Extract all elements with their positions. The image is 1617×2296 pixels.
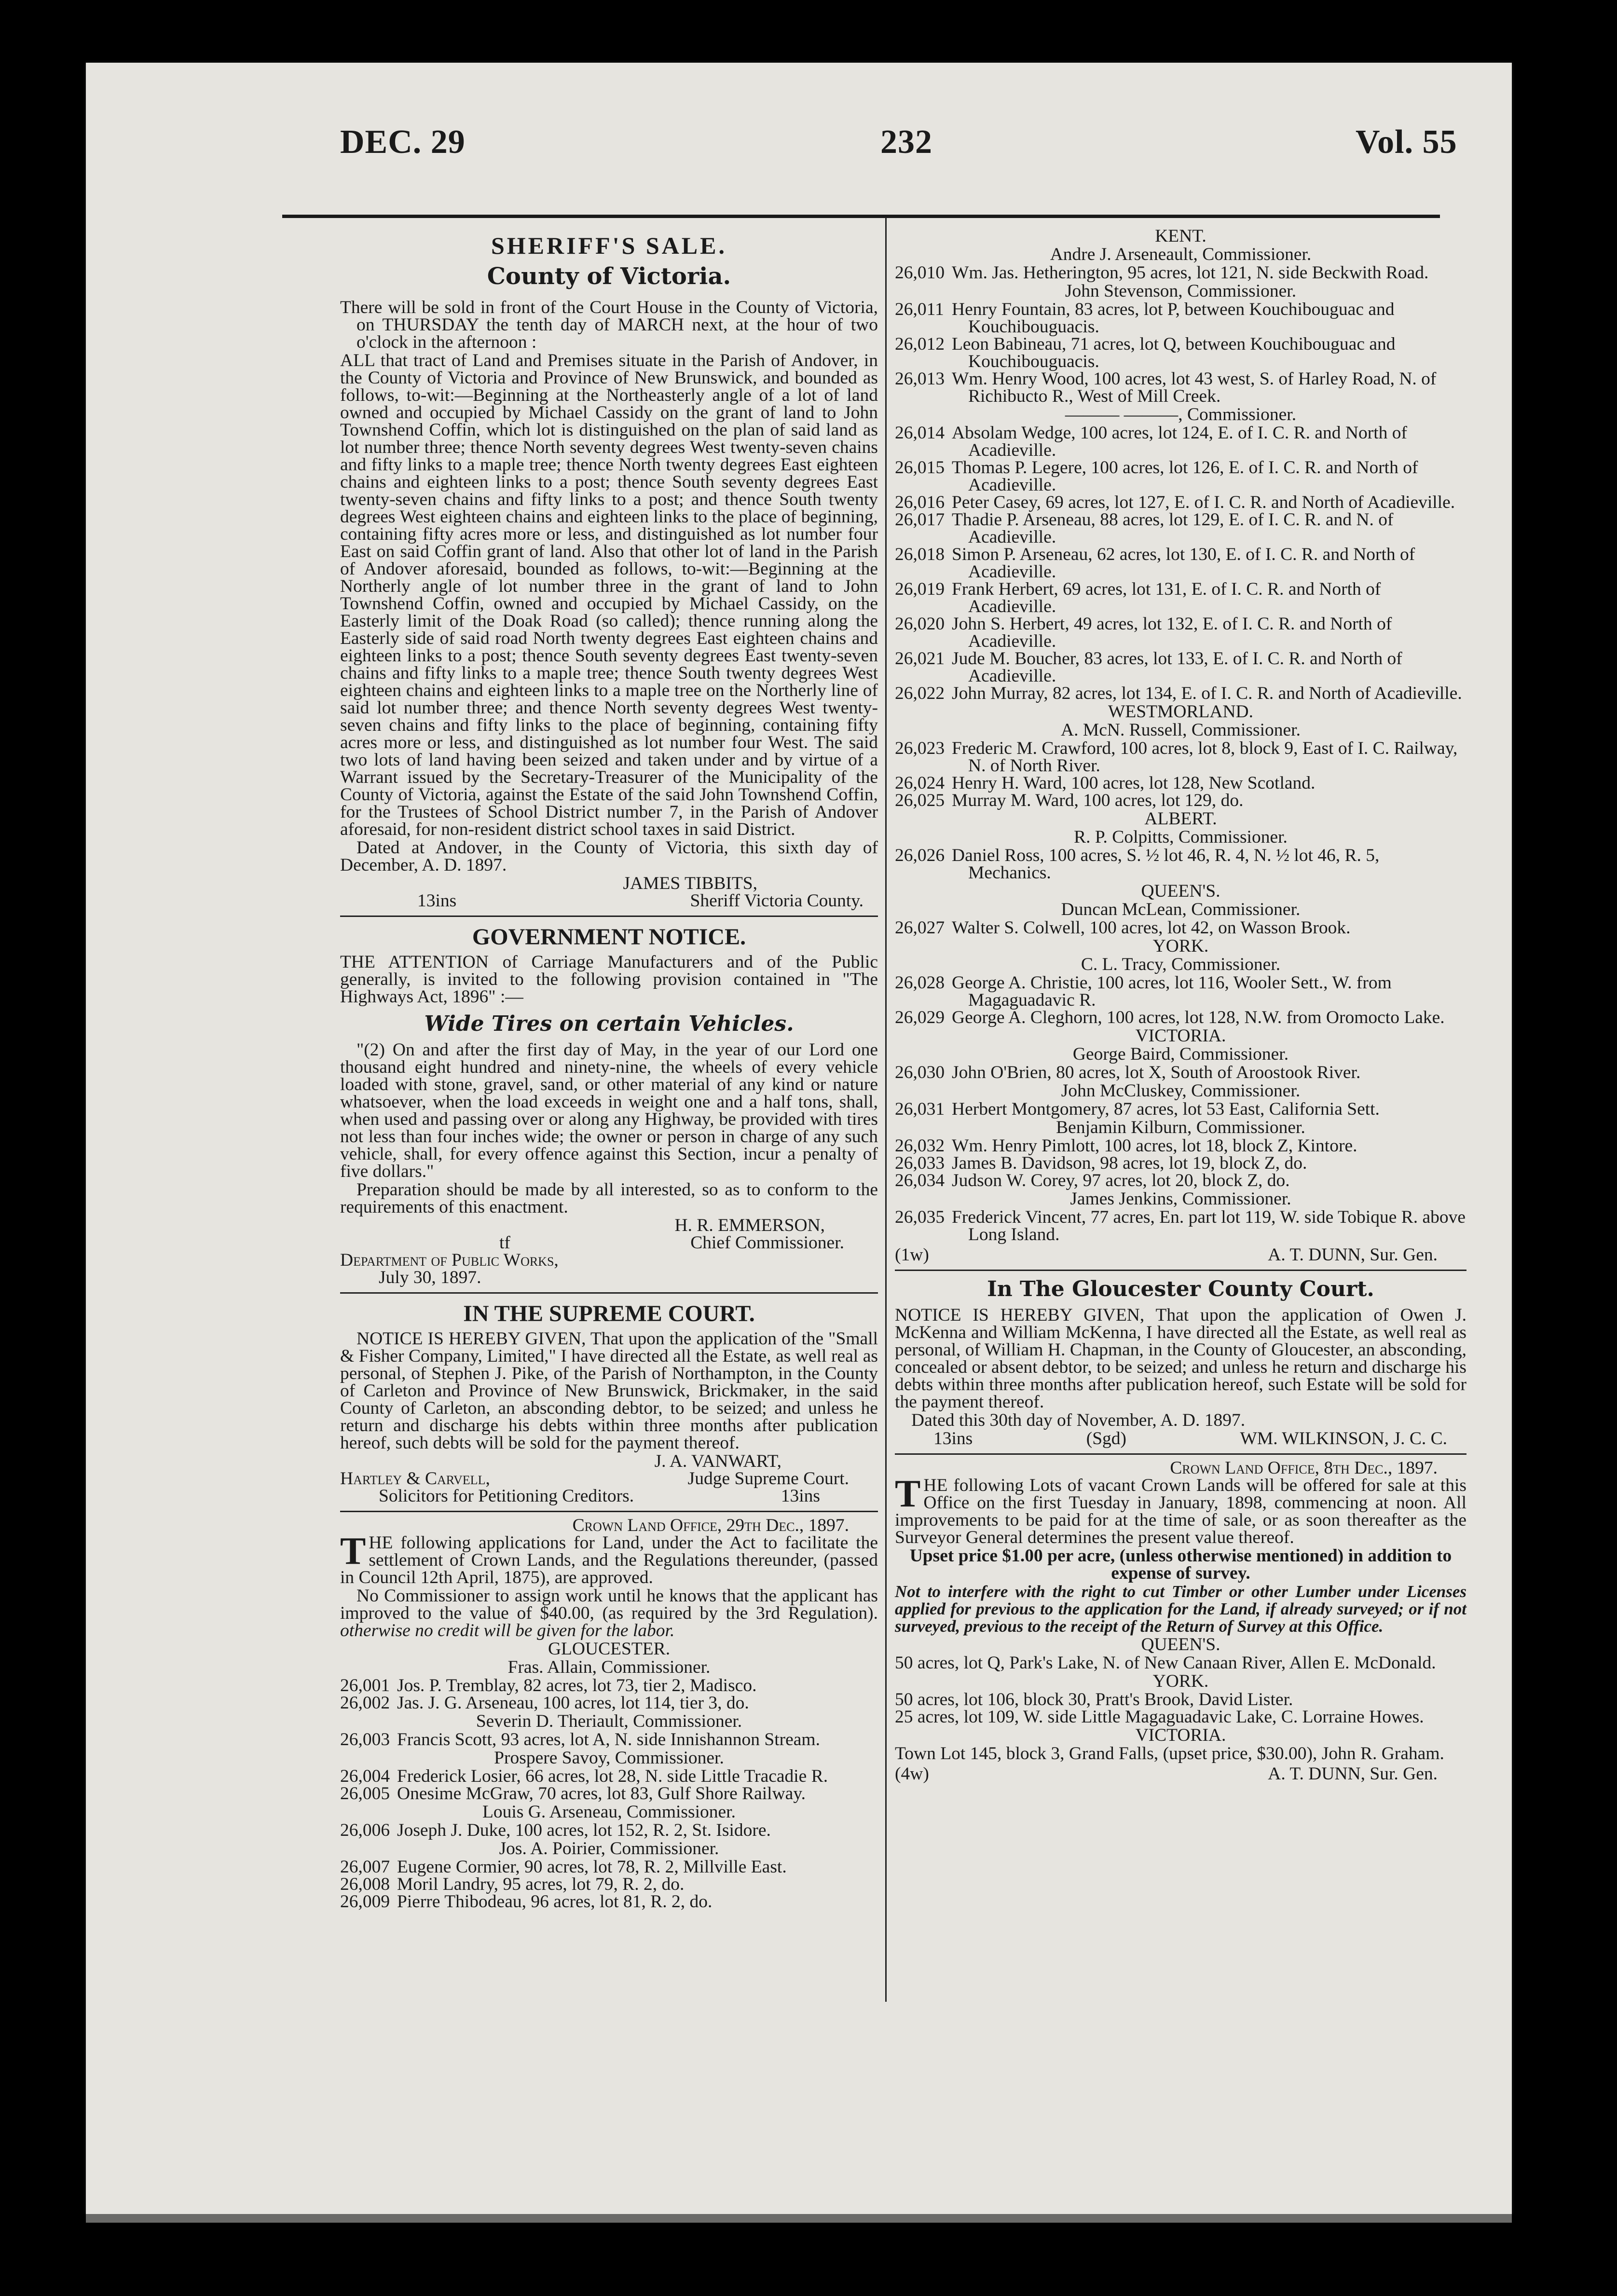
- application-text: Walter S. Colwell, 100 acres, lot 42, on Wasson Brook.: [952, 918, 1351, 938]
- gloucester-court-ins: 13ins: [933, 1429, 973, 1449]
- government-signer-title: Chief Commissioner.: [690, 1233, 844, 1253]
- commissioner-line: Duncan McLean, Commissioner.: [1061, 900, 1301, 919]
- section-rule: [340, 916, 878, 917]
- application-text: John Murray, 82 acres, lot 134, E. of I. C. R. and North of Acadieville.: [952, 683, 1462, 703]
- commissioner-line: C. L. Tracy, Commissioner.: [1081, 955, 1281, 974]
- commissioner-line: ——— ———, Commissioner.: [1065, 405, 1297, 424]
- commissioner-line: Jos. A. Poirier, Commissioner.: [499, 1839, 719, 1859]
- gloucester-court-sgd: (Sgd): [1086, 1429, 1127, 1449]
- section-rule: [895, 1453, 1466, 1455]
- application-entry: [895, 1137, 1466, 1155]
- application-entry: [340, 1859, 878, 1876]
- government-preparation: Preparation should be made by all interested, so as to conform to the requirements of this enactment.: [340, 1180, 878, 1217]
- commissioner-line: George Baird, Commissioner.: [1072, 1044, 1289, 1064]
- application-number: 26,012: [895, 334, 945, 354]
- lot-item: 50 acres, lot 106, block 30, Pratt's Brook, David Lister.: [895, 1690, 1293, 1709]
- supreme-court-signer: J. A. VANWART,: [654, 1451, 781, 1471]
- application-number: 26,018: [895, 545, 945, 564]
- application-number: 26,033: [895, 1153, 945, 1173]
- government-tf: tf: [499, 1233, 510, 1253]
- application-text: Francis Scott, 93 acres, lot A, N. side Innishannon Stream.: [397, 1730, 820, 1749]
- application-entry: [895, 1209, 1466, 1244]
- lot-item: 50 acres, lot Q, Park's Lake, N. of New Canaan River, Allen E. McDonald.: [895, 1653, 1436, 1673]
- application-text: Henry H. Ward, 100 acres, lot 128, New Scotland.: [952, 773, 1316, 793]
- application-text: George A. Christie, 100 acres, lot 116, Wooler Sett., W. from Magaguadavic R.: [952, 973, 1392, 1010]
- county-name: QUEEN'S.: [1141, 881, 1220, 901]
- application-entry: [895, 370, 1466, 405]
- crown-sale-signature: A. T. DUNN, Sur. Gen.: [1268, 1764, 1438, 1784]
- application-number: 26,029: [895, 1008, 945, 1027]
- application-entry: [895, 1009, 1466, 1026]
- application-entry: [895, 1064, 1466, 1081]
- application-entry: [340, 1677, 878, 1695]
- application-number: 26,030: [895, 1063, 945, 1082]
- application-text: Henry Fountain, 83 acres, lot P, between Kouchibouguac and Kouchibouguacis.: [952, 300, 1395, 337]
- header-volume: Vol. 55: [1356, 123, 1457, 161]
- application-text: Frank Herbert, 69 acres, lot 131, E. of I. C. R. and North of Acadieville.: [952, 579, 1381, 616]
- commissioner-line: Benjamin Kilburn, Commissioner.: [1056, 1118, 1305, 1137]
- application-text: John O'Brien, 80 acres, lot X, South of Aroostook River.: [952, 1063, 1361, 1082]
- supreme-court-heading: IN THE SUPREME COURT.: [463, 1301, 755, 1326]
- county-name: KENT.: [1155, 226, 1206, 246]
- application-number: 26,006: [340, 1820, 390, 1840]
- application-text: Joseph J. Duke, 100 acres, lot 152, R. 2, St. Isidore.: [397, 1820, 771, 1840]
- application-text: Thomas P. Legere, 100 acres, lot 126, E. of I. C. R. and North of Acadieville.: [952, 458, 1418, 495]
- commissioner-line: Louis G. Arseneau, Commissioner.: [482, 1802, 736, 1822]
- application-entry: [340, 1695, 878, 1712]
- application-entry: [895, 546, 1466, 581]
- county-name: VICTORIA.: [1135, 1725, 1226, 1745]
- crown-sale-office-date: Crown Land Office, 8th Dec., 1897.: [1170, 1458, 1438, 1478]
- wide-tires-heading: Wide Tires on certain Vehicles.: [424, 1011, 794, 1036]
- application-text: Wm. Henry Pimlott, 100 acres, lot 18, block Z, Kintore.: [952, 1136, 1357, 1156]
- application-number: 26,014: [895, 423, 945, 443]
- gloucester-court-body: NOTICE IS HEREBY GIVEN, That upon the application of Owen J. McKenna and William McKenna, I have directed all the Estate, as well real as personal, of William H. Chapman, in the County of Gloucester, an absconding, concealed or absent debtor, to be seized; and unless he return and discharge his debts within three months after publication hereof, such Estate will be sold for the payment thereof.: [895, 1305, 1466, 1412]
- application-number: 26,024: [895, 773, 945, 793]
- application-entry: [895, 974, 1466, 1009]
- application-entry: [895, 1155, 1466, 1172]
- gloucester-court-signer: WM. WILKINSON, J. C. C.: [1240, 1429, 1447, 1449]
- application-entry: [895, 336, 1466, 370]
- supreme-court-signer-title: Judge Supreme Court.: [687, 1469, 849, 1489]
- application-number: 26,003: [340, 1730, 390, 1749]
- application-number: 26,004: [340, 1766, 390, 1786]
- right-column: [895, 227, 1466, 1783]
- application-text: Murray M. Ward, 100 acres, lot 129, do.: [952, 791, 1244, 810]
- application-text: Judson W. Corey, 97 acres, lot 20, block Z, do.: [952, 1171, 1290, 1190]
- application-entry: [895, 685, 1466, 702]
- application-entry: [895, 511, 1466, 546]
- commissioner-line: A. McN. Russell, Commissioner.: [1061, 720, 1301, 740]
- application-number: 26,031: [895, 1099, 945, 1119]
- commissioner-line: R. P. Colpitts, Commissioner.: [1074, 827, 1288, 847]
- application-number: 26,020: [895, 614, 945, 634]
- crown-sale-upset-price: Upset price $1.00 per acre, (unless otherwise mentioned) in addition to expense of survey.: [909, 1546, 1452, 1583]
- application-text: Eugene Cormier, 90 acres, lot 78, R. 2, Millville East.: [397, 1857, 787, 1877]
- application-text: George A. Cleghorn, 100 acres, lot 128, N.W. from Oromocto Lake.: [952, 1008, 1445, 1027]
- commissioner-line: Fras. Allain, Commissioner.: [507, 1657, 711, 1677]
- lot-item: Town Lot 145, block 3, Grand Falls, (upset price, $30.00), John R. Graham.: [895, 1744, 1444, 1763]
- application-number: 26,028: [895, 973, 945, 993]
- application-number: 26,022: [895, 683, 945, 703]
- sheriff-sale-heading: SHERIFF'S SALE.: [491, 232, 727, 259]
- application-text: Frederick Losier, 66 acres, lot 28, N. side Little Tracadie R.: [397, 1766, 828, 1786]
- application-entry: [895, 424, 1466, 459]
- header-page-number: 232: [880, 123, 932, 161]
- county-name: VICTORIA.: [1135, 1026, 1226, 1046]
- application-text: James B. Davidson, 98 acres, lot 19, block Z, do.: [952, 1153, 1307, 1173]
- application-text: Pierre Thibodeau, 96 acres, lot 81, R. 2, do.: [397, 1892, 713, 1912]
- government-intro: THE ATTENTION of Carriage Manufacturers and of the Public generally, is invited to the following provision contained in "The Highways Act, 1896" :—: [340, 952, 878, 1007]
- application-number: 26,035: [895, 1207, 945, 1227]
- application-number: 26,002: [340, 1693, 390, 1713]
- header-date: DEC. 29: [340, 123, 466, 161]
- application-number: 26,017: [895, 510, 945, 530]
- application-entry: [895, 615, 1466, 650]
- sheriff-body: ALL that tract of Land and Premises situate in the Parish of Andover, in the County of Victoria and Province of New Brunswick, and bounded as follows, to-wit:—Beginning at the Northeasterly angle of a lot of land owned and occupied by Michael Cassidy on the grant of land to John Townshend Coffin, which lot is distinguished on the plan of said land as lot number three; thence North seventy degrees West twenty-seven chains and fifty links to a maple tree; thence North twenty degrees East eighteen chains and eighteen links to a post; thence South seventy degrees East twenty-seven chains and fifty links to a post; and thence South twenty degrees West eighteen chains and eighteen links to the place of beginning, containing fifty acres more or less, and distinguished as lot number four East on said Coffin grant of land. Also that other lot of land in the Parish of Andover aforesaid, bounded as follows, to-wit:—Beginning at the Northerly angle of lot number three in the grant of land to John Townshend Coffin, owned and occupied by Michael Cassidy, on the Easterly limit of the Doak Road (so called); thence running along the Easterly side of said road North twenty degrees East eighteen chains and eighteen links to a post; thence South seventy degrees East twenty-seven chains and fifty links to a maple tree; thence South twenty degrees West eighteen chains and eighteen links to a maple tree on the Northerly line of said lot number three; and thence North seventy degrees West twenty-seven chains and fifty links to the place of beginning, containing fifty acres more or less, and distinguished as lot number four West. The said two lots of land having been seized and taken under and by virtue of a Warrant issued by the Secretary-Treasurer of the Municipality of the County of Victoria, against the Estate of the said John Townshend Coffin, for the Trustees of School District number 7, in the Parish of Andover aforesaid, for non-resident district school taxes in said District.: [340, 351, 878, 839]
- application-entry: [340, 1731, 878, 1749]
- commissioner-line: Andre J. Arseneault, Commissioner.: [1050, 245, 1312, 264]
- sheriff-title: Sheriff Victoria County.: [690, 891, 863, 911]
- county-name: WESTMORLAND.: [1108, 702, 1254, 722]
- application-entry: [895, 847, 1466, 882]
- sheriff-dated: Dated at Andover, in the County of Victoria, this sixth day of December, A. D. 1897.: [340, 838, 878, 875]
- commissioner-line: John McCluskey, Commissioner.: [1061, 1081, 1301, 1101]
- application-number: 26,032: [895, 1136, 945, 1156]
- application-text: Frederic M. Crawford, 100 acres, lot 8, block 9, East of I. C. Railway, N. of North River.: [952, 738, 1458, 776]
- application-text: Thadie P. Arseneau, 88 acres, lot 129, E. of I. C. R. and N. of Acadieville.: [952, 510, 1394, 547]
- application-entry: [340, 1768, 878, 1785]
- gloucester-applications: [340, 1659, 878, 1911]
- sheriff-signer: JAMES TIBBITS,: [623, 874, 757, 893]
- lot-item: 25 acres, lot 109, W. side Little Magaguadavic Lake, C. Lorraine Howes.: [895, 1707, 1424, 1727]
- application-entry: [340, 1785, 878, 1803]
- commissioner-line: Prospere Savoy, Commissioner.: [494, 1748, 724, 1768]
- county-gloucester: GLOUCESTER.: [548, 1639, 671, 1659]
- application-entry: [895, 919, 1466, 937]
- supreme-court-ins: 13ins: [781, 1486, 820, 1506]
- application-text: Wm. Jas. Hetherington, 95 acres, lot 121, N. side Beckwith Road.: [952, 263, 1429, 283]
- application-entry: [895, 650, 1466, 685]
- application-entry: [895, 264, 1466, 282]
- county-name: QUEEN'S.: [1141, 1635, 1220, 1654]
- government-department: Department of Public Works,: [340, 1250, 559, 1270]
- left-column: [340, 227, 878, 1911]
- application-text: Jude M. Boucher, 83 acres, lot 133, E. of I. C. R. and North of Acadieville.: [952, 649, 1402, 686]
- scan-edge: [86, 2214, 1512, 2223]
- application-entry: [340, 1893, 878, 1911]
- application-number: 26,015: [895, 458, 945, 478]
- government-notice-heading: GOVERNMENT NOTICE.: [472, 924, 746, 950]
- crown-sale-note: Not to interfere with the right to cut Timber or other Lumber under Licenses applied for previous to the application for the Land, if already surveyed; or if not surveyed, previous to the receipt of the Return of Survey at this Office.: [895, 1582, 1466, 1636]
- application-text: Frederick Vincent, 77 acres, En. part lot 119, W. side Tobique R. above Long Island.: [952, 1207, 1466, 1244]
- crown-office-date: Crown Land Office, 29th Dec., 1897.: [572, 1516, 849, 1535]
- application-number: 26,025: [895, 791, 945, 810]
- sheriff-signature: [340, 875, 878, 892]
- application-entry: [895, 740, 1466, 775]
- government-signer: H. R. EMMERSON,: [674, 1216, 825, 1235]
- crown-sale-lots: [895, 1636, 1466, 1763]
- application-entry: [895, 301, 1466, 336]
- sheriff-ins: 13ins: [417, 891, 457, 911]
- section-rule: [340, 1292, 878, 1294]
- commissioner-line: James Jenkins, Commissioner.: [1070, 1189, 1291, 1209]
- application-number: 26,005: [340, 1784, 390, 1804]
- applications-insertion: (1w): [895, 1245, 929, 1265]
- application-entry: [895, 494, 1466, 511]
- application-text: Jos. P. Tremblay, 82 acres, lot 73, tier 2, Madisco.: [397, 1676, 757, 1695]
- application-text: Simon P. Arseneau, 62 acres, lot 130, E. of I. C. R. and North of Acadieville.: [952, 545, 1415, 582]
- application-text: Herbert Montgomery, 87 acres, lot 53 East, California Sett.: [952, 1099, 1380, 1119]
- application-number: 26,026: [895, 846, 945, 865]
- section-rule: [340, 1511, 878, 1512]
- sheriff-intro: There will be sold in front of the Court House in the County of Victoria, on THURSDAY the tenth day of MARCH next, at the hour of two o'clock in the afternoon :: [340, 298, 878, 352]
- crown-applications-continued: [895, 228, 1466, 1244]
- application-entry: [895, 581, 1466, 615]
- section-rule: [895, 1270, 1466, 1271]
- header-rule: [282, 215, 1440, 218]
- government-quote: "(2) On and after the first day of May, in the year of our Lord one thousand eight hundred and ninety-nine, the wheels of every vehicle loaded with stone, gravel, sand, or other material of any kind or nature whatsoever, when the load exceeds in weight one and a half tons, shall, when used and passing over or along any Highway, be provided with tires not less than four inches wide; the owner or person in charge of any such vehicle, shall, for every offence against this Section, incur a penalty of five dollars.": [340, 1040, 878, 1181]
- crown-sale-body: THE following Lots of vacant Crown Lands will be offered for sale at this Office on the first Tuesday in January, 1898, commencing at noon. All improvements to be paid for at the time of sale, or as soon thereafter as the Surveyor General determines the present value thereof.: [895, 1473, 1466, 1547]
- gloucester-court-dated: Dated this 30th day of November, A. D. 1897.: [911, 1410, 1246, 1430]
- application-number: 26,019: [895, 579, 945, 599]
- application-text: Jas. J. G. Arseneau, 100 acres, lot 114, tier 3, do.: [397, 1693, 749, 1713]
- government-date: July 30, 1897.: [379, 1268, 481, 1287]
- supreme-court-firm: Hartley & Carvell,: [340, 1469, 490, 1489]
- application-number: 26,016: [895, 492, 945, 512]
- application-number: 26,008: [340, 1874, 390, 1894]
- application-text: Wm. Henry Wood, 100 acres, lot 43 west, S. of Harley Road, N. of Richibucto R., West of Mill Creek.: [952, 369, 1437, 406]
- commissioner-line: Severin D. Theriault, Commissioner.: [476, 1711, 742, 1731]
- application-number: 26,027: [895, 918, 945, 938]
- application-number: 26,034: [895, 1171, 945, 1190]
- application-entry: [340, 1876, 878, 1893]
- surveyor-general-signature: A. T. DUNN, Sur. Gen.: [1268, 1245, 1438, 1265]
- application-text: Absolam Wedge, 100 acres, lot 124, E. of I. C. R. and North of Acadieville.: [952, 423, 1408, 460]
- supreme-court-body: NOTICE IS HEREBY GIVEN, That upon the application of the "Small & Fisher Company, Limited," I have directed all the Estate, as well real as personal, of Stephen J. Pike, of the Parish of Northampton, in the County of Carleton and Province of New Brunswick, Brickmaker, in the said County of Carleton, an absconding debtor, to be seized; and unless he return and discharge his debts within three months after publication hereof, such debts will be sold for the payment thereof.: [340, 1329, 878, 1453]
- application-entry: [895, 459, 1466, 494]
- application-number: 26,011: [895, 300, 944, 319]
- application-number: 26,010: [895, 263, 945, 283]
- application-number: 26,001: [340, 1676, 390, 1695]
- application-text: Leon Babineau, 71 acres, lot Q, between Kouchibouguac and Kouchibouguacis.: [952, 334, 1396, 371]
- application-entry: [340, 1822, 878, 1839]
- crown-sale-insertion: (4w): [895, 1764, 929, 1784]
- application-entry: [895, 1172, 1466, 1189]
- application-text: Peter Casey, 69 acres, lot 127, E. of I. C. R. and North of Acadieville.: [952, 492, 1455, 512]
- application-text: Moril Landry, 95 acres, lot 79, R. 2, do.: [397, 1874, 685, 1894]
- application-number: 26,023: [895, 738, 945, 758]
- column-divider: [885, 217, 887, 2002]
- gloucester-court-heading: In The Gloucester County Court.: [987, 1277, 1374, 1301]
- county-name: YORK.: [1152, 936, 1209, 956]
- county-name: ALBERT.: [1144, 809, 1217, 829]
- application-text: Daniel Ross, 100 acres, S. ½ lot 46, R. 4, N. ½ lot 46, R. 5, Mechanics.: [952, 846, 1380, 883]
- crown-note: No Commissioner to assign work until he knows that the applicant has improved to the value of $40.00, (as required by the 3rd Regulation). otherwise no credit will be given for the labor.: [340, 1586, 878, 1640]
- application-number: 26,021: [895, 649, 945, 669]
- commissioner-line: John Stevenson, Commissioner.: [1065, 281, 1297, 301]
- application-number: 26,009: [340, 1892, 390, 1912]
- application-number: 26,007: [340, 1857, 390, 1877]
- application-entry: [895, 775, 1466, 792]
- application-text: Onesime McGraw, 70 acres, lot 83, Gulf Shore Railway.: [397, 1784, 806, 1804]
- county-name: YORK.: [1152, 1671, 1209, 1691]
- application-entry: [895, 792, 1466, 809]
- supreme-court-solicitors: Solicitors for Petitioning Creditors.: [379, 1486, 634, 1506]
- county-heading: County of Victoria.: [487, 263, 731, 290]
- application-number: 26,013: [895, 369, 945, 389]
- application-entry: [895, 1101, 1466, 1118]
- crown-intro: THE following applications for Land, under the Act to facilitate the settlement of Crown Lands, and the Regulations thereunder, (passed in Council 12th April, 1875), are approved.: [340, 1530, 878, 1587]
- application-text: John S. Herbert, 49 acres, lot 132, E. of I. C. R. and North of Acadieville.: [952, 614, 1392, 651]
